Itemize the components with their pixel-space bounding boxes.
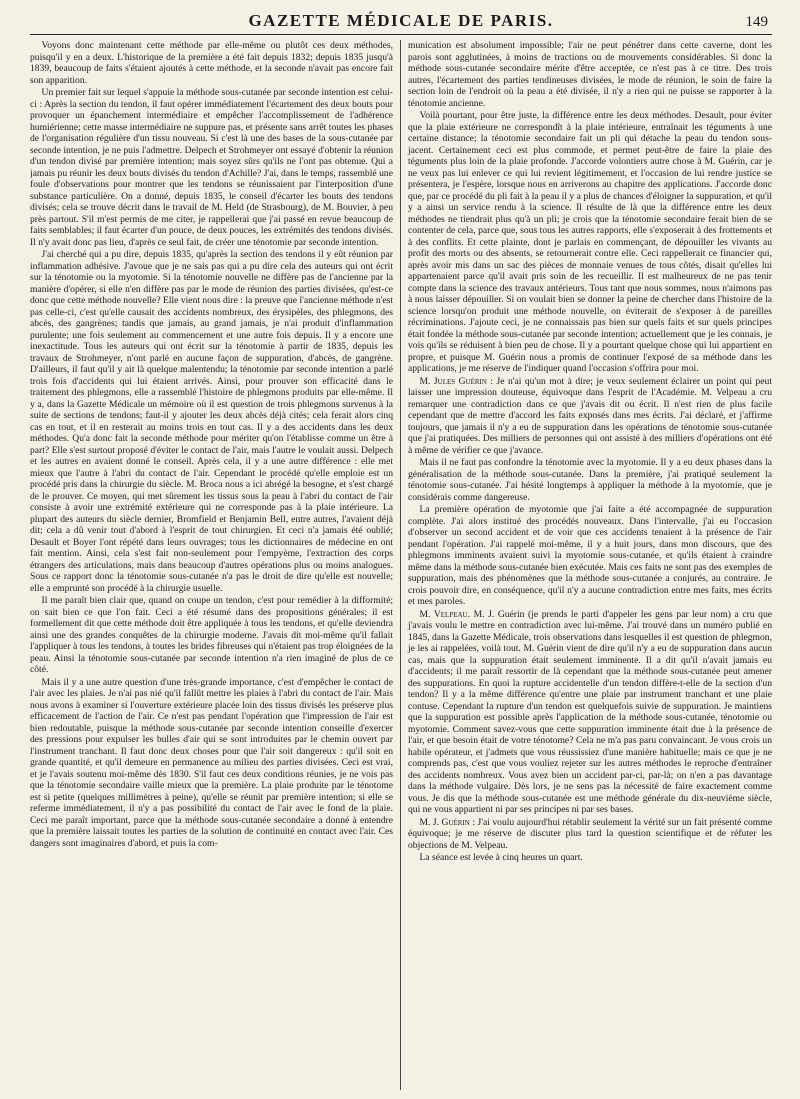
right-column — [401, 40, 772, 1090]
speech-paragraph — [408, 817, 772, 852]
speaker-name: M. J. Guérin — [419, 816, 470, 828]
paragraph: Voilà pourtant, pour être juste, la différence entre les deux méthodes. Desault, pour éviter que la plaie extérieure ne correspondît à la plaie intérieure, entraînait les téguments à une certaine distance; la ténotomie secondaire fait un pli qui détache la peau du tendon sous-jacent. Certainement ceci est plus commode, et permet peut-être de faire la plaie des téguments plus loin de la plaie profonde. J'accorde volontiers autre chose à M. Guérin, car je ne veux pas lui enlever ce qui lui revient légitimement, et l'occasion de lui rendre justice se présentera, je l'espère, lorsque nous en arriverons au chapitre des applications. J'accorde donc que, par ce procédé du pli fait à la peau il y a plus de chances d'éloigner la suppuration, et qu'il y a ainsi un service rendu à la science. Il résulte de là que la différence entre les deux méthodes ne tiendrait plus qu'à un pli; je crois que la ténotomie secondaire ferait bien de se contenter de cela, parce que, sous tous les autres rapports, elle s'exposerait à des frottements et à des conflits. Et cette plainte, dont je parlais en commençant, de dépouiller les vivants au profit des morts ou des absents, se retournerait contre elle. Ceci rappellerait ce financier qui, après avoir mis dans un sac des pièces de monnaie venues de tous côtés, disait qu'elles lui appartenaient parce qu'il avait pris soin de les recueillir. Il est malheureux de ne pas tenir compte dans la science des travaux antérieurs. Tous tant que nous sommes, nous n'aimons pas à nous laisser dépouiller. Si on voulait bien se donner la peine de chercher dans l'histoire de la science lorsqu'on produit une méthode nouvelle, on éviterait de s'exposer à de pareilles récriminations. J'ajoute ceci, je ne connaissais pas bien sur quels faits et sur quels principes était fondée la méthode sous-cutanée par seconde intention; actuellement que je les connais, je vois qu'ils se réduisent à bien peu de chose. Il y a pourtant quelque chose qui lui appartient en propre, et puisque M. Guérin nous a promis de continuer l'exposé de sa méthode dans les applications, je me réserve de l'indiquer quand l'occasion s'offrira pour moi. — [408, 110, 772, 374]
journal-title: GAZETTE MÉDICALE DE PARIS. — [248, 11, 554, 30]
paragraph: La séance est levée à cinq heures un quart. — [419, 852, 583, 863]
speech-paragraph — [408, 609, 772, 816]
paragraph: Mais il y a une autre question d'une très-grande importance, c'est d'empêcher le contact de l'air avec les plaies. Je n'ai pas nié qu'il fallût mettre les plaies à l'abri du contact de l'air. Mais nous avons à examiner si l'ouverture extérieure placée loin des tissus divisés les préserve plus efficacement de l'action de l'air. Ce n'est pas pendant l'opération que l'impression de l'air est bien redoutable, puisque la méthode sous-cutanée par seconde intention conseille d'exercer des pressions pour expulser les bulles d'air qui se sont introduites par le chemin ouvert par l'instrument tranchant. Il faut donc deux choses pour que l'air soit dangereux : qu'il soit en grande quantité, et qu'il demeure en permanence au milieu des parties divisées. Ceci est vrai, et je l'avais soutenu moi-même dès 1830. S'il faut ces deux conditions réunies, je ne vois pas que la ténotomie secondaire vaille mieux que la première. La plaie produite par le ténotome est si petite (quelques millimètres à peine), qu'elle se réunit par première intention; si elle se referme immédiatement, il n'y a pas possibilité du contact de l'air avec le fond de la plaie. Ceci me paraît important, parce que la méthode sous-cutanée secondaire a donné à entendre que la première laissait toutes les parties de la solution de continuité en contact avec l'air. Ces dangers sont imaginaires d'abord, et puis la com- — [30, 676, 393, 849]
paragraph: Il me paraît bien clair que, quand on coupe un tendon, c'est pour remédier à la difformité; on sait bien ce que l'on fait. Ceci a été résumé dans des propositions générales; il est formellement dit que cette méthode doit être appliquée à tous les tendons, et qu'elle deviendra ainsi une des grandes conquêtes de la chirurgie moderne. J'avais dit moi-même qu'il fallait l'appliquer à tous les tendons, à toutes les brides fibreuses qui n'étaient pas trop éloignées de la peau. Ainsi la ténotomie sous-cutanée par seconde intention n'a rien imaginé de plus de ce côté. — [30, 595, 393, 675]
page-number: 149 — [745, 14, 768, 30]
text-columns — [30, 40, 772, 1090]
paragraph: Mais il ne faut pas confondre la ténotomie avec la myotomie. Il y a eu deux phases dans la généralisation de la méthode sous-cutanée. Dans la première, j'ai pratiqué seulement la ténotomie sous-cutanée. J'ai hésité longtemps à appliquer la méthode à la myotomie, que je considérais comme dangereuse. — [408, 457, 772, 503]
left-column — [30, 40, 401, 1090]
page-header — [30, 0, 772, 35]
speaker-name: M. Velpeau — [419, 608, 468, 620]
paragraph: La première opération de myotomie que j'ai faite a été accompagnée de suppuration complète. J'ai alors institué des procédés nouveaux. Dans l'intervalle, j'ai eu l'occasion d'observer un second accident et de voir que ces accidents tenaient à la présence de l'air pendant l'opération. J'ai rappelé moi-même, il y a huit jours, dans mon discours, que des phlegmons imminents avaient suivi la myotomie sous-cutanée, et qu'ils étaient à craindre même dans la méthode sous-cutanée bien exécutée. Mais ces faits ne sont pas des exemples de suppuration, mais des phénomènes que la méthode sous-cutanée a conjurés, au contraire. Je crois pouvoir dire, en conséquence, qu'il n'y a aucune contradiction entre mes faits, mes écrits et mes paroles. — [408, 504, 772, 607]
speech-text: . M. J. Guérin (je prends le parti d'appeler les gens par leur nom) a cru que j'avais voulu le mettre en contradiction avec lui-même. J'ai trouvé dans un numéro publié en 1845, dans la Gazette Médicale, trois observations dans lesquelles il est question de phlegmon, je les ai rappelées, voilà tout. M. Guérin vient de dire qu'il n'y a eu de suppuration dans aucun cas, mais que la suppuration était seulement imminente. Il a dit qu'il n'avait jamais eu d'accidents; il me paraît ressortir de là cependant que la méthode sous-cutanée peut amener des suppurations. En quoi la rupture accidentelle d'un tendon diffère-t-elle de la section d'un tendon? Il y a la même différence qu'entre une plaie par instrument tranchant et une plaie contuse. Cependant la rupture d'un tendon est quelquefois suivie de suppuration. Je maintiens que la suppuration est possible après l'application de la méthode sous-cutanée, ténotomie ou myotomie. Comment savez-vous que cette suppuration imminente était due à la présence de l'air, et que besoin était de votre ténotome? Cela ne m'a pas paru convaincant. Je vous crois un habile opérateur, et j'admets que vous réussissiez d'une manière habituelle; mais ce que je ne comprends pas, c'est que vous vouliez rejeter sur les autres méthodes le reproche d'entraîner des accidents nombreux. Vous avez bien un accident par-ci, par-là; on n'en a pas davantage dans la méthode vulgaire. Dès lors, je ne sens pas la nécessité de faire exactement comme vous. Je dis que la méthode sous-cutanée est une méthode générale du dix-neuvième siècle, qui ne vous appartient ni par ses principes ni par ses bases. — [408, 608, 772, 815]
paragraph: J'ai cherché qui a pu dire, depuis 1835, qu'après la section des tendons il y eût réunion par inflammation adhésive. J'avoue que je ne sais pas qui a pu dire cela des auteurs qui ont écrit sur la ténotomie ou la myotomie. Si la ténotomie nouvelle ne diffère pas de l'ancienne par la manière d'opérer, si elle n'en diffère pas par le mode de réunion des parties divisées, qu'est-ce donc que cette méthode nouvelle? Elle vient nous dire : la preuve que l'ancienne méthode n'est pas celle-ci, c'est qu'elle causait des accidents nombreux, des érysipèles, des phlegmons, des abcès, des gangrènes; tandis que jamais, au grand jamais, je n'ai produit d'inflammation purulente; une fois seulement au commencement et une autre fois depuis. Il y a encore une inexactitude. Tous les auteurs qui ont écrit sur la ténotomie à partir de 1835, depuis les travaux de Strohmeyer, n'ont parlé en aucune façon de suppuration, d'abcès, de gangrène. D'ailleurs, il faut qu'il y ait là quelque malentendu; la ténotomie par seconde intention a parlé trois fois d'accidents qui lui étaient arrivés. Ainsi, pour prouver son efficacité dans le traitement des phlegmons, elle a rassemblé l'histoire de phlegmons produits par elle-même. Il y a, dans la Gazette Médicale un mémoire où il est question de trois phlegmons survenus à la suite de sections de tendons; faut-il y ajouter les deux abcès déjà cités; cela ferait alors cinq cas en tout, et il en resterait au moins trois en tout cas. Il y a des accidents dans les deux méthodes. Qu'a donc fait la seconde méthode pour mériter qu'on l'établisse comme un être à part? Elle s'est surtout proposé d'éviter le contact de l'air, mais l'autre le voulait aussi. Delpech et les autres en avaient donné le conseil. Après cela, il y a une autre différence : elle met mieux que l'autre à l'abri du contact de l'air. Cependant le procédé qu'elle emploie est un procédé pris dans la chirurgie du siècle. M. Broca nous a ici abrégé la besogne, et s'est chargé de le prouver. Ce moyen, qui met sûrement les tissus sous la peau à l'abri du contact de l'air consiste à avoir une extrémité extérieure qui ne corresponde pas à la plaie intérieure. La plupart des auteurs du siècle dernier, Bromfield et Benjamin Bell, entre autres, l'avaient déjà dit; cela a dû venir tout d'abord à l'esprit de tout chirurgien. Et ceci n'a jamais été oublié; Desault et Boyer l'ont répété dans leurs ouvrages; tous les dictionnaires de médecine en ont fait mention. Ainsi, cela s'est fait non-seulement pour l'empyème, l'extraction des corps étrangers des articulations, mais dans beaucoup d'autres opérations plus ou moins analogues. Sous ce rapport donc la ténotomie sous-cutanée n'a pas le droit de dire qu'elle est nouvelle; elle a emprunté son procédé à la chirurgie usuelle. — [30, 249, 393, 594]
speech-text: : Je n'ai qu'un mot à dire; je veux seulement éclairer un point qui peut laisser une impression douteuse, équivoque dans l'esprit de l'Académie. M. Velpeau a cru remarquer une contradiction dans ce que j'avais dit ou écrit. Il n'est rien de plus facile cependant que de mettre d'accord les faits exposés dans mes écrits. J'ai déclaré, et j'affirme toujours, que jamais il n'y a eu de suppuration dans les opérations de ténotomie sous-cutanée que j'ai pratiquées. Des milliers de personnes qui ont assisté à des milliers d'opérations ont été à même de vérifier ce que j'avance. — [408, 375, 772, 456]
paragraph: Un premier fait sur lequel s'appuie la méthode sous-cutanée par seconde intention est celui-ci : Après la section du tendon, il faut opérer immédiatement l'écartement des deux bouts pour provoquer un épanchement intermédiaire et empêcher l'accomplissement de l'adhérence humiérienne; cette masse intermédiaire ne suppure pas, et présente sans arrêt toutes les phases de l'organisation régulière d'un tissu nouveau. Si c'est là une des bases de la sous-cutanée par seconde intention, je ne puis l'admettre. Delpech et Strohmeyer ont essayé d'obtenir la réunion d'un tendon divisé par première intention; mais soyez sûrs qu'ils ne l'ont pas obtenue. Qui a jamais pu réunir les deux bouts divisés du tendon d'Achille? J'ai, dans le temps, rassemblé une foule d'observations pour montrer que les tendons se réunissaient par l'interposition d'une substance particulière. On a donné, depuis 1835, le conseil d'écarter les bouts des tendons divisés; cela se trouve décrit dans le travail de M. Held (de Strasbourg), de M. Bouvier, à peu près partout. S'il m'est permis de me citer, je rappellerai que j'ai passé en revue beaucoup de faits semblables; il faut écarter d'un pouce, de deux pouces, les extrémités des tendons divisés. Il n'y avait donc pas lieu, d'après ce seul fait, de créer une ténotomie par seconde intention. — [30, 87, 393, 248]
paragraph-continued: munication est absolument impossible; l'air ne peut pénétrer dans cette caverne, dont les parois sont agglutinées, à moins de tractions ou de mouvements considérables. Si donc la méthode sous-cutanée secondaire mérite d'être acceptée, ce n'est pas à ce titre. Des trois autres, l'écartement des parties tendineuses divisées, le mode de réunion, le soin de faire la section loin de l'endroit où la peau a été divisée, il n'y a rien qui ne puisse se rapporter à la ténotomie ancienne. — [408, 40, 772, 109]
paragraph: Voyons donc maintenant cette méthode par elle-même ou plutôt ces deux méthodes, puisqu'il y en a deux. L'historique de la première a été fait depuis 1832; depuis 1835 jusqu'à 1839, beaucoup de faits s'étaient ajoutés à cette méthode, et la seconde n'avait pas encore fait son apparition. — [30, 40, 393, 86]
speech-text: : J'ai voulu aujourd'hui rétablir seulement la vérité sur un fait présenté comme équivoque; je me réserve de discuter plus tard la question scientifique et de réfuter les objections de M. Velpeau. — [408, 816, 772, 851]
speaker-name: M. Jules Guérin — [419, 375, 487, 387]
speech-paragraph — [408, 376, 772, 457]
